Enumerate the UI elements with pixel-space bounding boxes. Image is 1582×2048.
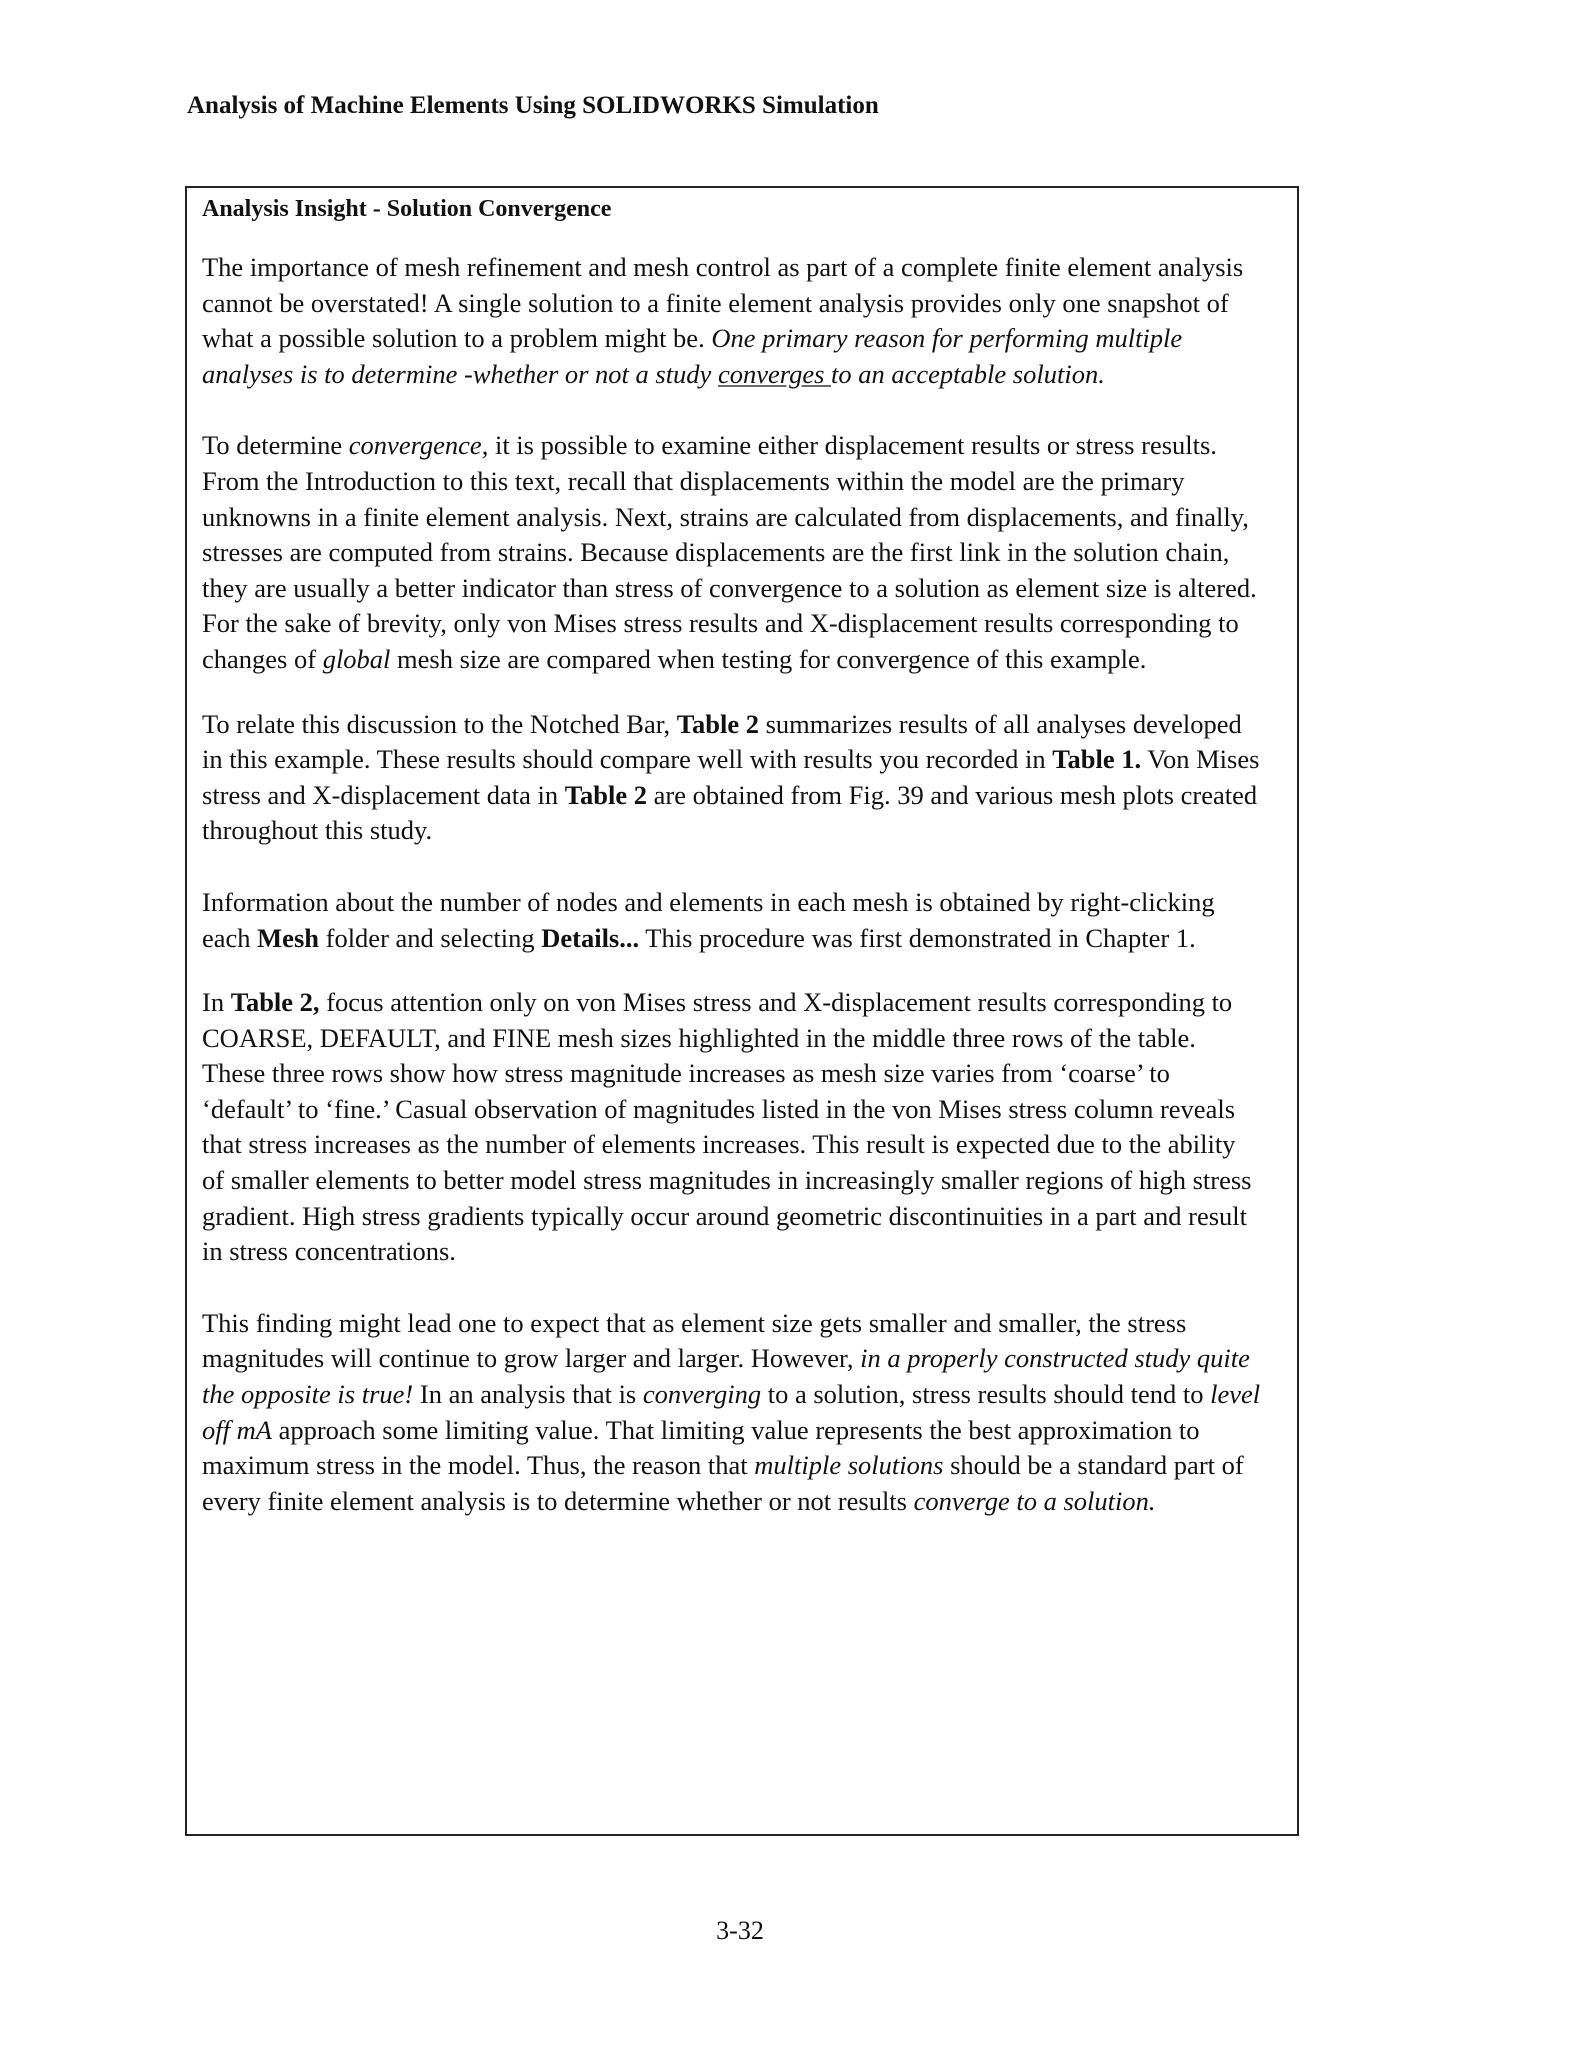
paragraph-5: In Table 2, focus attention only on von Mises stress and X-displacement results corresponding to COARSE, DEFAULT, and FINE mesh sizes highlighted in the middle three rows of the table. These three rows show how stress magnitude increases as mesh size varies from ‘coarse’ to ‘default’ to ‘fine.’ Casual observation of magnitudes listed in the von Mises stress column reveals that stress increases as the number of elements increases. This result is expected due to the ability of smaller elements to better model stress magnitudes in increasingly smaller regions of high stress gradient. High stress gradients typically occur around geometric discontinuities in a part and result in stress concentrations. xyxy=(202,987,1252,1267)
paragraph-2: To determine convergence, it is possible to examine either displacement results or stress results. From the Introduction to this text, recall that displacements within the model are the primary unknowns in a finite element analysis. Next, strains are calculated from displacements, and finally, stresses are computed from strains. Because displacements are the first link in the solution chain, they are usually a better indicator than stress of convergence to a solution as element size is altered. For the sake of brevity, only von Mises stress results and X-displacement results corresponding to changes of global mesh size are compared when testing for convergence of this example. xyxy=(202,430,1257,674)
paragraph-4: Information about the number of nodes and elements in each mesh is obtained by right-clicking each Mesh folder and selecting Details... This procedure was first demonstrated in Chapter 1. xyxy=(202,886,1215,953)
paragraph-6: This finding might lead one to expect that as element size gets smaller and smaller, the stress magnitudes will continue to grow larger and larger. However, in a properly constructed study quite the opposite is true! In an analysis that is converging to a solution, stress results should tend to level off mA approach some limiting value. That limiting value represents the best approximation to maximum stress in the model. Thus, the reason that multiple solutions should be a standard part of every finite element analysis is to determine whether or not results converge to a solution. xyxy=(202,1307,1261,1516)
running-header: Analysis of Machine Elements Using SOLIDWORKS Simulation xyxy=(187,92,879,119)
insight-body xyxy=(202,250,1262,1548)
paragraph-1: The importance of mesh refinement and mesh control as part of a complete finite element analysis cannot be overstated! A single solution to a finite element analysis provides only one snapshot of what a possible solution to a problem might be. One primary reason for performing multiple analyses is to determine -whether or not a study converges to an acceptable solution. xyxy=(202,252,1244,389)
analysis-insight-box xyxy=(185,186,1299,1836)
insight-box-title: Analysis Insight - Solution Convergence xyxy=(202,196,612,222)
page-number: 3-32 xyxy=(716,1916,764,1945)
paragraph-3: To relate this discussion to the Notched Bar, Table 2 summarizes results of all analyses developed in this example. These results should compare well with results you recorded in Table 1. Von Mises stress and X-displacement data in Table 2 are obtained from Fig. 39 and various mesh plots created throughout this study. xyxy=(202,708,1260,846)
